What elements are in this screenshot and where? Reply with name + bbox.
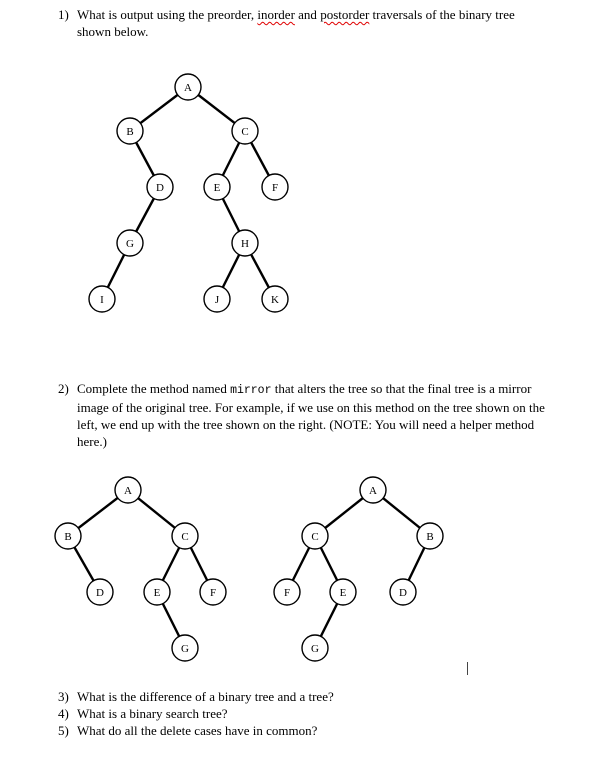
question-2-text <box>77 380 550 450</box>
q1-binary-tree-node-label-K: K <box>271 293 279 306</box>
text-run: Complete the method named <box>77 381 231 396</box>
q1-binary-tree-node-label-G: G <box>126 237 134 250</box>
code-word-mirror: mirror <box>230 384 272 397</box>
q2-original-tree-node-label-E: E <box>153 586 161 599</box>
question-1-number: 1) <box>58 7 69 22</box>
question-5-text: What do all the delete cases have in common? <box>77 723 318 738</box>
text-run: that alters the tree so that the final tree is a mirror image of the original tree. For example, if we use on this method on the tree shown on the left, we end up with the tree shown on the right. (NOTE: You will need a helper method here.) <box>77 381 545 449</box>
question-3-number: 3) <box>58 689 69 704</box>
q2-mirrored-tree-node-label-B: B <box>426 530 434 543</box>
text-run: traversals of the binary tree shown below. <box>77 7 515 39</box>
question-5 <box>58 722 550 739</box>
text-run: What is output using the preorder, <box>77 7 258 22</box>
q1-binary-tree-node-label-J: J <box>214 293 220 306</box>
q1-binary-tree-node-label-C: C <box>241 125 249 138</box>
q2-original-tree-node-label-B: B <box>64 530 72 543</box>
q2-original-tree-node-label-A: A <box>124 484 132 497</box>
q2-mirrored-tree-node-label-A: A <box>369 484 377 497</box>
question-3-text: What is the difference of a binary tree and a tree? <box>77 689 334 704</box>
q2-mirrored-tree-node-label-E: E <box>339 586 347 599</box>
text-cursor[interactable]: | <box>466 660 470 676</box>
q1-binary-tree-node-label-D: D <box>156 181 164 194</box>
question-1 <box>58 6 550 40</box>
q2-mirrored-tree-node-label-D: D <box>399 586 407 599</box>
q1-binary-tree-node-label-I: I <box>100 293 104 306</box>
misspelled-word-inorder: inorder <box>257 7 295 22</box>
question-1-text <box>77 6 550 40</box>
q2-original-tree-node-label-F: F <box>209 586 217 599</box>
misspelled-word-postorder: postorder <box>320 7 370 22</box>
q2-original-tree-node-label-G: G <box>181 642 189 655</box>
q1-binary-tree-node-label-F: F <box>271 181 279 194</box>
text-run: and <box>294 7 321 22</box>
q2-original-tree-node-label-D: D <box>96 586 104 599</box>
q1-binary-tree-node-label-E: E <box>213 181 221 194</box>
q1-binary-tree-node-label-B: B <box>126 125 134 138</box>
question-2 <box>58 380 550 450</box>
q2-original-tree-node-label-C: C <box>181 530 189 543</box>
question-4-number: 4) <box>58 706 69 721</box>
q1-binary-tree-node-label-A: A <box>184 81 192 94</box>
question-4-text: What is a binary search tree? <box>77 706 228 721</box>
question-4 <box>58 705 550 722</box>
question-2-number: 2) <box>58 381 69 396</box>
q1-binary-tree-node-label-H: H <box>241 237 249 250</box>
q2-mirrored-tree-node-label-F: F <box>283 586 291 599</box>
question-5-number: 5) <box>58 723 69 738</box>
question-3 <box>58 688 550 705</box>
q2-mirrored-tree-node-label-C: C <box>311 530 319 543</box>
q2-mirrored-tree-node-label-G: G <box>311 642 319 655</box>
